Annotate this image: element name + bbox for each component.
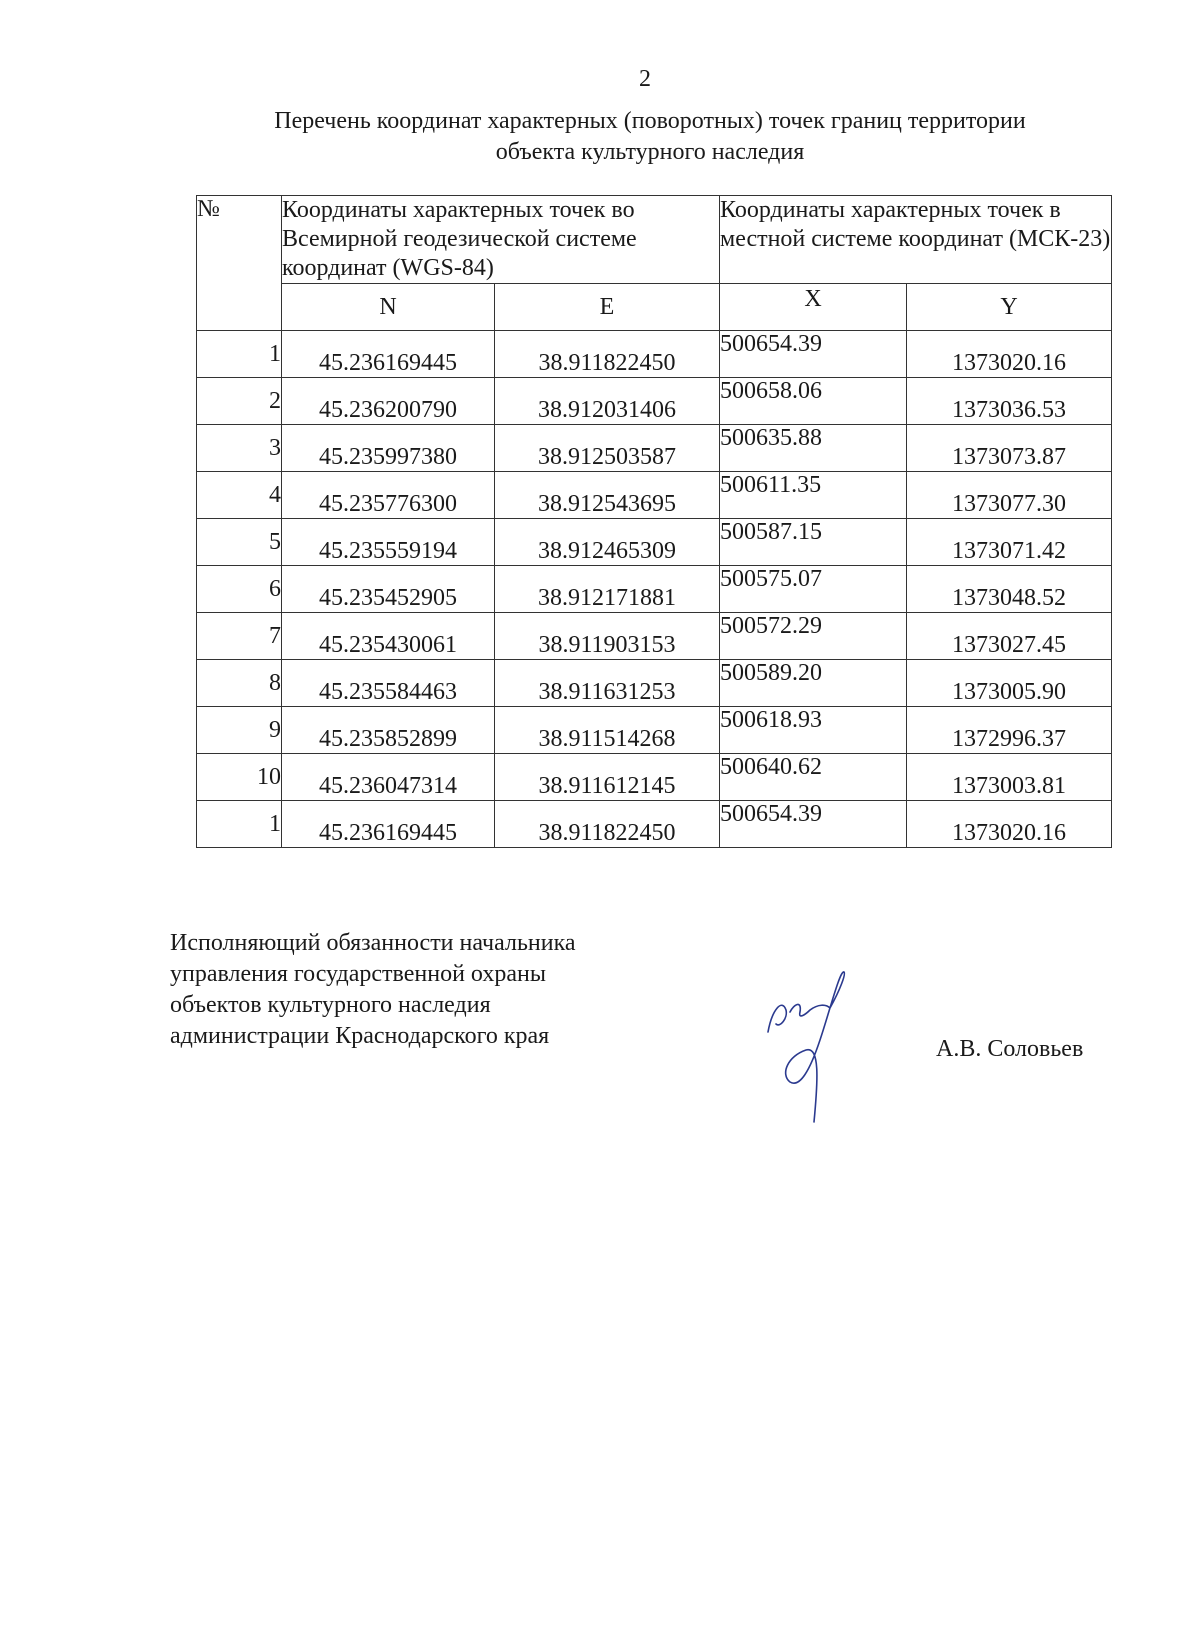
position-line-1: Исполняющий обязанности начальника <box>170 930 576 956</box>
cell-n: 45.236169445 <box>282 331 495 378</box>
cell-e: 38.912031406 <box>495 378 720 425</box>
table-body <box>197 331 1112 848</box>
cell-n: 45.235776300 <box>282 472 495 519</box>
cell-n: 45.235559194 <box>282 519 495 566</box>
table-row <box>197 754 1112 801</box>
table-row <box>197 331 1112 378</box>
cell-n: 45.235852899 <box>282 707 495 754</box>
cell-x: 500654.39 <box>720 331 907 378</box>
cell-number: 7 <box>197 613 282 660</box>
table-row <box>197 519 1112 566</box>
table-row <box>197 472 1112 519</box>
table-row <box>197 801 1112 848</box>
cell-e: 38.911514268 <box>495 707 720 754</box>
cell-number: 5 <box>197 519 282 566</box>
cell-y: 1373077.30 <box>907 472 1112 519</box>
document-title <box>150 106 1150 168</box>
cell-n: 45.236169445 <box>282 801 495 848</box>
header-wgs-group: Координаты характерных точек во Всемирной геодезической системе координат (WGS-84) <box>282 196 720 284</box>
cell-number: 1 <box>197 331 282 378</box>
page-number: 2 <box>639 66 651 92</box>
cell-n: 45.236047314 <box>282 754 495 801</box>
cell-number: 8 <box>197 660 282 707</box>
cell-x: 500587.15 <box>720 519 907 566</box>
cell-x: 500658.06 <box>720 378 907 425</box>
cell-e: 38.912543695 <box>495 472 720 519</box>
cell-y: 1372996.37 <box>907 707 1112 754</box>
header-e: E <box>495 284 720 331</box>
cell-y: 1373020.16 <box>907 331 1112 378</box>
cell-y: 1373005.90 <box>907 660 1112 707</box>
cell-e: 38.911612145 <box>495 754 720 801</box>
cell-y: 1373020.16 <box>907 801 1112 848</box>
cell-number: 6 <box>197 566 282 613</box>
title-line-1: Перечень координат характерных (поворотных) точек границ территории <box>274 108 1026 134</box>
cell-x: 500611.35 <box>720 472 907 519</box>
cell-y: 1373027.45 <box>907 613 1112 660</box>
header-msk-group: Координаты характерных точек в местной системе координат (МСК-23) <box>720 196 1112 284</box>
cell-number: 2 <box>197 378 282 425</box>
cell-number: 1 <box>197 801 282 848</box>
position-line-4: администрации Краснодарского края <box>170 1023 550 1049</box>
handwritten-signature <box>760 970 860 1130</box>
table-row <box>197 660 1112 707</box>
signatory-name: А.В. Соловьев <box>936 1036 1084 1062</box>
cell-y: 1373071.42 <box>907 519 1112 566</box>
cell-n: 45.235997380 <box>282 425 495 472</box>
cell-number: 10 <box>197 754 282 801</box>
cell-x: 500640.62 <box>720 754 907 801</box>
cell-x: 500589.20 <box>720 660 907 707</box>
header-n: N <box>282 284 495 331</box>
position-line-3: объектов культурного наследия <box>170 992 491 1018</box>
cell-n: 45.235452905 <box>282 566 495 613</box>
table-row <box>197 707 1112 754</box>
header-y: Y <box>907 284 1112 331</box>
table-row <box>197 613 1112 660</box>
cell-y: 1373003.81 <box>907 754 1112 801</box>
header-x: X <box>720 284 907 331</box>
cell-n: 45.235430061 <box>282 613 495 660</box>
cell-x: 500572.29 <box>720 613 907 660</box>
cell-number: 4 <box>197 472 282 519</box>
cell-e: 38.912465309 <box>495 519 720 566</box>
cell-x: 500654.39 <box>720 801 907 848</box>
cell-e: 38.911822450 <box>495 801 720 848</box>
cell-e: 38.911903153 <box>495 613 720 660</box>
cell-n: 45.235584463 <box>282 660 495 707</box>
signatory-position <box>170 928 576 1052</box>
header-number: № <box>197 196 282 331</box>
cell-x: 500575.07 <box>720 566 907 613</box>
cell-number: 9 <box>197 707 282 754</box>
table-row <box>197 566 1112 613</box>
cell-x: 500635.88 <box>720 425 907 472</box>
cell-e: 38.912503587 <box>495 425 720 472</box>
cell-e: 38.911822450 <box>495 331 720 378</box>
cell-e: 38.911631253 <box>495 660 720 707</box>
table-row <box>197 378 1112 425</box>
cell-y: 1373048.52 <box>907 566 1112 613</box>
position-line-2: управления государственной охраны <box>170 961 546 987</box>
cell-x: 500618.93 <box>720 707 907 754</box>
cell-n: 45.236200790 <box>282 378 495 425</box>
coordinates-table <box>196 195 1112 848</box>
cell-number: 3 <box>197 425 282 472</box>
cell-y: 1373073.87 <box>907 425 1112 472</box>
title-line-2: объекта культурного наследия <box>495 139 805 165</box>
cell-y: 1373036.53 <box>907 378 1112 425</box>
cell-e: 38.912171881 <box>495 566 720 613</box>
table-row <box>197 425 1112 472</box>
